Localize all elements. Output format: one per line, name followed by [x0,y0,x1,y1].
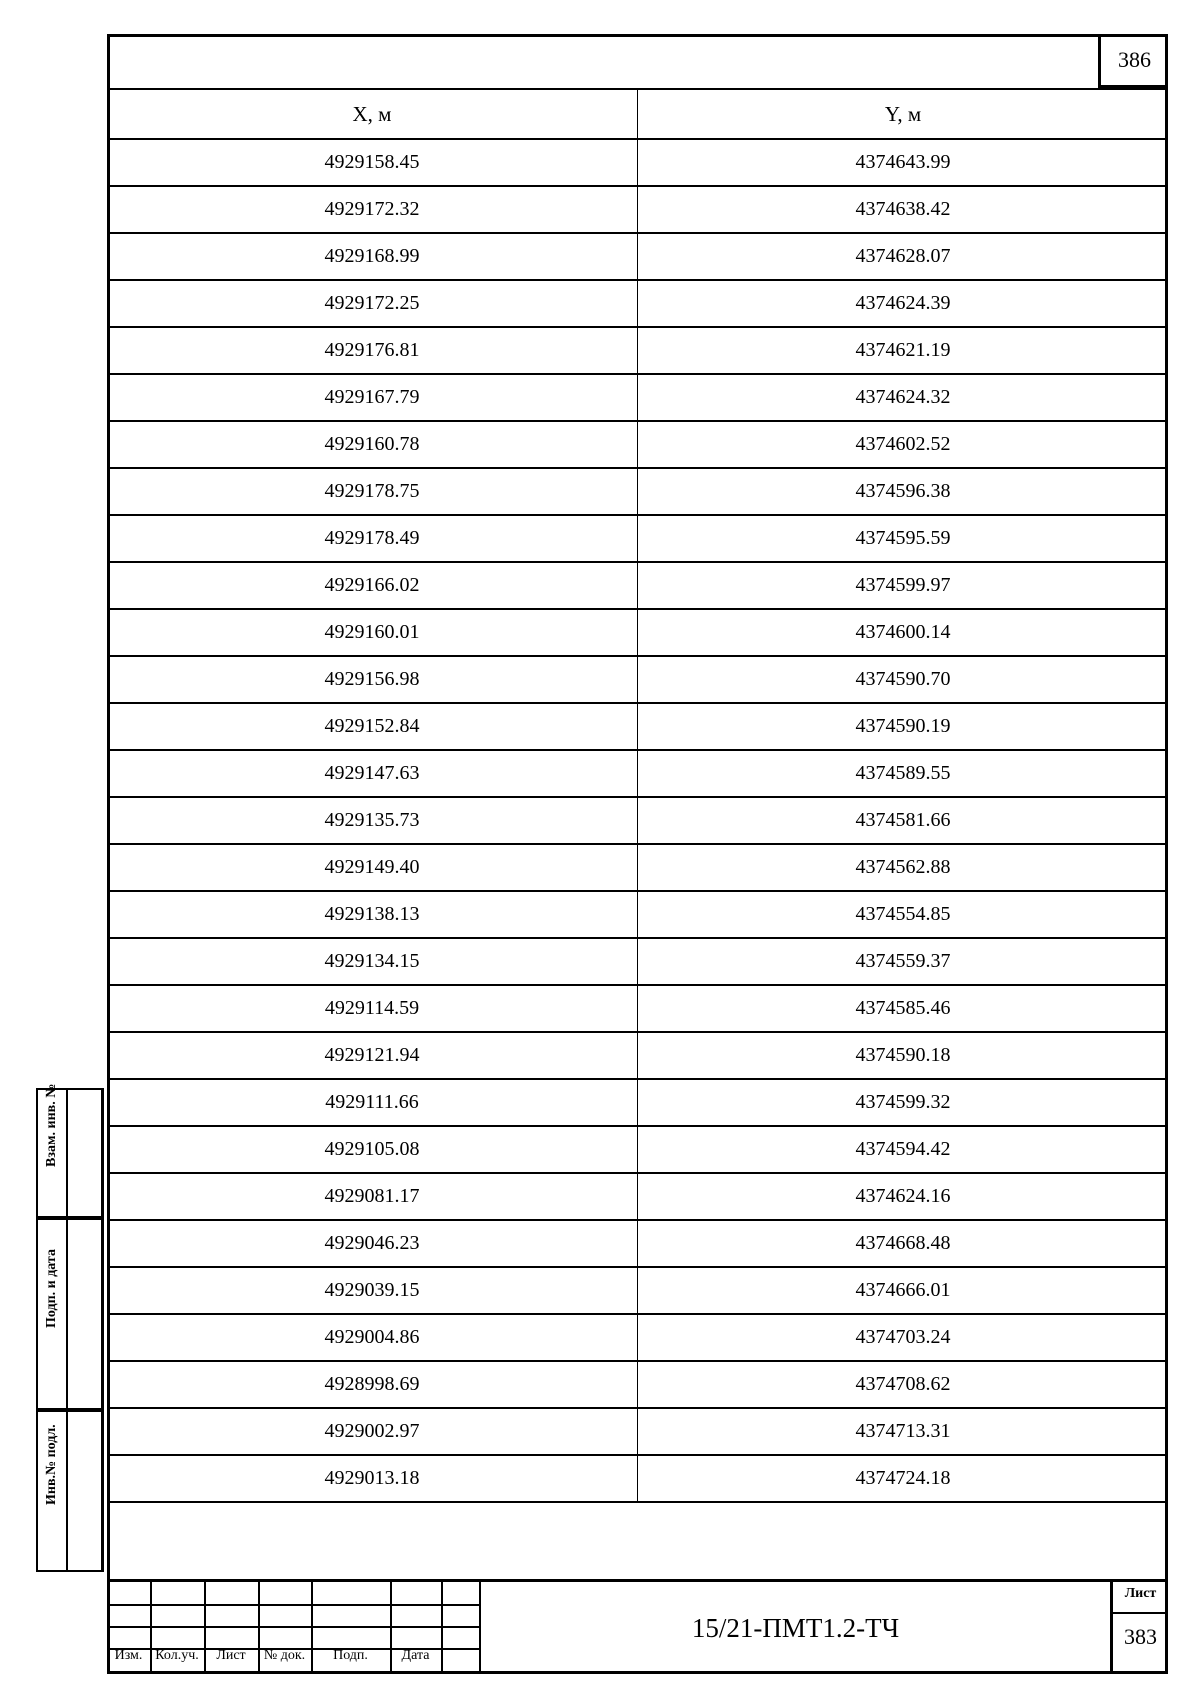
table-row [107,938,1168,985]
side-field-inv-orig [36,1410,104,1572]
cell-x: 4929168.99 [107,233,638,280]
table-row [107,1314,1168,1361]
cell-x: 4929160.78 [107,421,638,468]
cell-y: 4374600.14 [638,609,1169,656]
table-row [107,468,1168,515]
header-date: Дата [401,1648,430,1663]
cell-y: 4374599.97 [638,562,1169,609]
cell-y: 4374590.18 [638,1032,1169,1079]
table-row [107,985,1168,1032]
side-label-sign-date: Подп. и дата [44,1249,59,1328]
cell-x: 4929134.15 [107,938,638,985]
cell-y: 4374585.46 [638,985,1169,1032]
cell-x: 4928998.69 [107,1361,638,1408]
table-header-row [107,89,1168,139]
cell-x: 4929178.49 [107,515,638,562]
cell-y: 4374708.62 [638,1361,1169,1408]
cell-x: 4929156.98 [107,656,638,703]
side-field-swap-inv [36,1083,104,1218]
cell-y: 4374624.16 [638,1173,1169,1220]
header-izm: Изм. [114,1648,143,1663]
cell-y: 4374581.66 [638,797,1169,844]
cell-x: 4929135.73 [107,797,638,844]
cell-x: 4929176.81 [107,327,638,374]
cell-x: 4929121.94 [107,1032,638,1079]
table-row [107,186,1168,233]
cell-y: 4374599.32 [638,1079,1169,1126]
cell-x: 4929046.23 [107,1220,638,1267]
cell-y: 4374554.85 [638,891,1169,938]
cell-y: 4374595.59 [638,515,1169,562]
table-row [107,1361,1168,1408]
column-header-y: Y, м [638,89,1169,139]
table-row [107,233,1168,280]
table-row [107,280,1168,327]
table-row [107,1408,1168,1455]
table-row [107,797,1168,844]
cell-y: 4374628.07 [638,233,1169,280]
table-row [107,374,1168,421]
title-block [107,1579,1168,1674]
cell-x: 4929002.97 [107,1408,638,1455]
sheet-label: Лист [1124,1586,1157,1601]
cell-x: 4929138.13 [107,891,638,938]
side-label-swap-inv: Взам. инв. № [44,1083,59,1167]
cell-y: 4374562.88 [638,844,1169,891]
table-row [107,1267,1168,1314]
cell-x: 4929149.40 [107,844,638,891]
cell-x: 4929039.15 [107,1267,638,1314]
table-row [107,703,1168,750]
header-sign: Подп. [333,1648,368,1663]
cell-y: 4374594.42 [638,1126,1169,1173]
table-row [107,844,1168,891]
top-page-number: 386 [1098,34,1168,88]
table-row [107,421,1168,468]
revision-grid [107,1582,481,1674]
cell-x: 4929114.59 [107,985,638,1032]
cell-y: 4374624.39 [638,280,1169,327]
cell-x: 4929105.08 [107,1126,638,1173]
cell-x: 4929147.63 [107,750,638,797]
table-row [107,750,1168,797]
header-list: Лист [216,1648,246,1663]
header-kol-uch: Кол.уч. [155,1648,199,1663]
cell-x: 4929172.32 [107,186,638,233]
table-row [107,1220,1168,1267]
cell-x: 4929081.17 [107,1173,638,1220]
cell-y: 4374666.01 [638,1267,1169,1314]
coordinates-table [107,88,1168,1503]
table-row [107,609,1168,656]
column-header-x: X, м [107,89,638,139]
table-row [107,327,1168,374]
table-row [107,562,1168,609]
table-row [107,1455,1168,1502]
cell-y: 4374638.42 [638,186,1169,233]
cell-x: 4929152.84 [107,703,638,750]
cell-y: 4374590.70 [638,656,1169,703]
cell-y: 4374589.55 [638,750,1169,797]
cell-y: 4374590.19 [638,703,1169,750]
cell-y: 4374602.52 [638,421,1169,468]
cell-y: 4374703.24 [638,1314,1169,1361]
cell-x: 4929166.02 [107,562,638,609]
table-row [107,515,1168,562]
cell-x: 4929172.25 [107,280,638,327]
cell-x: 4929111.66 [107,1079,638,1126]
cell-y: 4374621.19 [638,327,1169,374]
cell-x: 4929158.45 [107,139,638,186]
cell-x: 4929004.86 [107,1314,638,1361]
table-row [107,1032,1168,1079]
cell-y: 4374624.32 [638,374,1169,421]
sheet-number: 383 [1124,1624,1157,1649]
cell-x: 4929160.01 [107,609,638,656]
cell-x: 4929167.79 [107,374,638,421]
table-row [107,891,1168,938]
cell-x: 4929178.75 [107,468,638,515]
document-code: 15/21-ПМТ1.2-ТЧ [691,1612,900,1643]
table-row [107,1079,1168,1126]
table-row [107,656,1168,703]
cell-y: 4374596.38 [638,468,1169,515]
table-row [107,1173,1168,1220]
cell-y: 4374724.18 [638,1455,1169,1502]
side-label-inv-orig: Инв.№ подл. [44,1424,59,1505]
cell-y: 4374559.37 [638,938,1169,985]
cell-x: 4929013.18 [107,1455,638,1502]
sheet-box [1110,1582,1168,1674]
cell-y: 4374713.31 [638,1408,1169,1455]
side-field-sign-date [36,1218,104,1410]
cell-y: 4374668.48 [638,1220,1169,1267]
cell-y: 4374643.99 [638,139,1169,186]
table-row [107,1126,1168,1173]
header-doc-no: № док. [263,1648,306,1663]
table-row [107,139,1168,186]
